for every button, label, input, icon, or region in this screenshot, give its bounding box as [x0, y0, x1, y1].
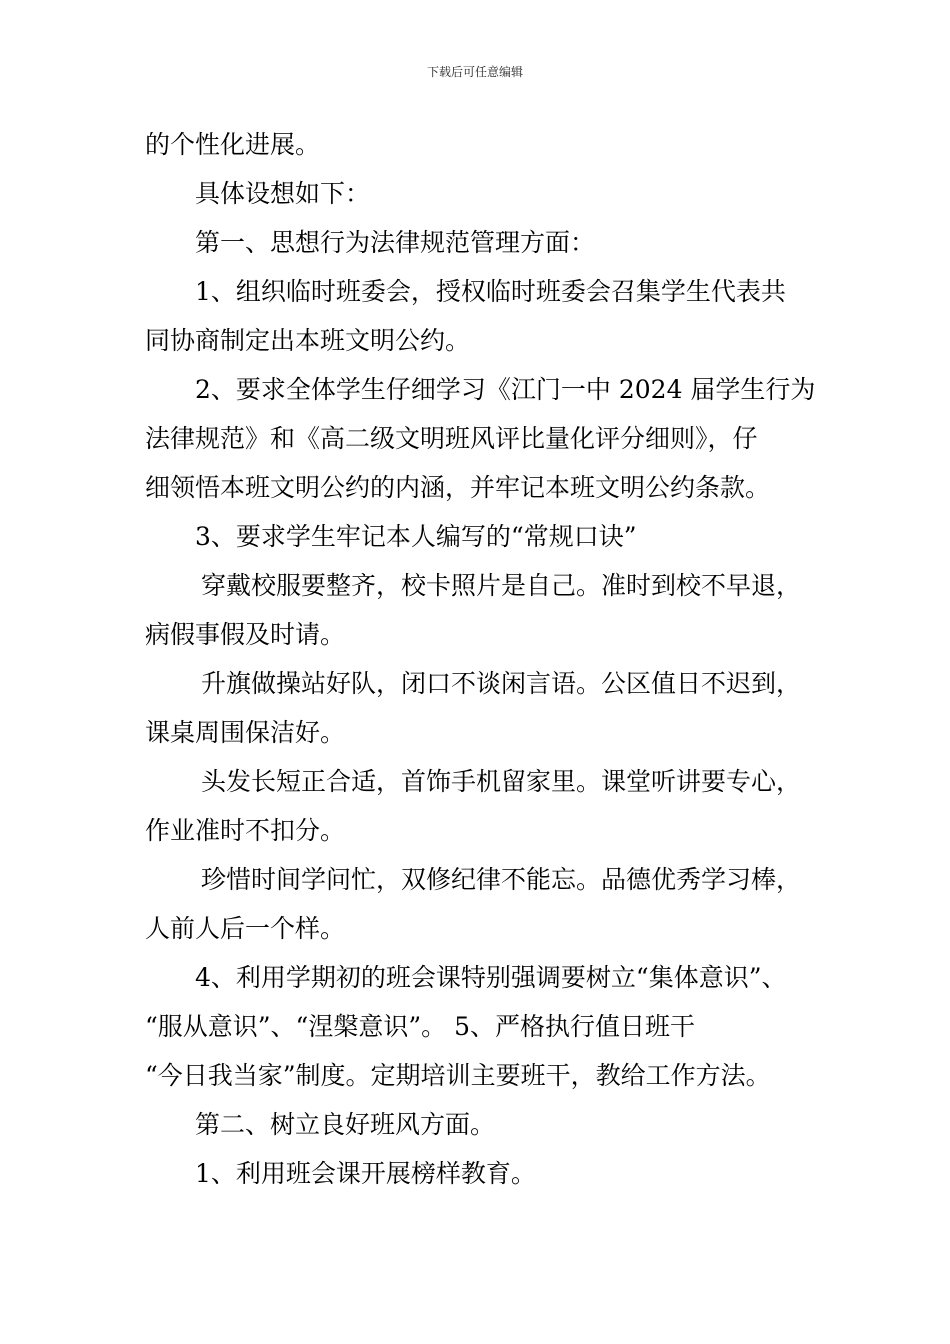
text-line: 课桌周围保洁好。: [145, 718, 346, 747]
text-line: 头发长短正合适，首饰手机留家里。课堂听讲要专心，: [201, 767, 802, 796]
text-line: 的个性化进展。: [145, 130, 321, 159]
text-line: 法律规范》和《高二级文明班风评比量化评分细则》，仔: [145, 424, 758, 453]
text-line: 作业准时不扣分。: [145, 816, 346, 845]
text-line: 同协商制定出本班文明公约。: [145, 326, 471, 355]
text-line: 4、利用学期初的班会课特别强调要树立“集体意识”、: [195, 963, 787, 992]
text-line: 珍惜时间学问忙，双修纪律不能忘。品德优秀学习棒，: [201, 865, 802, 894]
text-line: “今日我当家”制度。定期培训主要班干，教给工作方法。: [145, 1061, 771, 1090]
text-line: 2、要求全体学生仔细学习《江门一中 2024 届学生行为: [195, 375, 816, 404]
text-line: 病假事假及时请。: [145, 620, 346, 649]
text-line: 穿戴校服要整齐，校卡照片是自己。准时到校不早退，: [201, 571, 802, 600]
document-body: [145, 127, 816, 1191]
text-line: 3、要求学生牢记本人编写的“常规口诀”: [195, 522, 637, 551]
text-line: 细领悟本班文明公约的内涵，并牢记本班文明公约条款。: [145, 473, 771, 502]
text-line: 第一、思想行为法律规范管理方面：: [195, 228, 596, 257]
text-line: 人前人后一个样。: [145, 914, 346, 943]
text-line: 具体设想如下：: [195, 179, 371, 208]
text-line: 1、利用班会课开展榜样教育。: [195, 1159, 536, 1188]
text-line: “服从意识”、“涅槃意识”。 5、严格执行值日班干: [145, 1012, 695, 1041]
page-header-note: 下载后可任意编辑: [426, 65, 523, 79]
text-line: 第二、树立良好班风方面。: [195, 1110, 496, 1139]
text-line: 1、组织临时班委会，授权临时班委会召集学生代表共: [195, 277, 786, 306]
text-line: 升旗做操站好队，闭口不谈闲言语。公区值日不迟到，: [201, 669, 802, 698]
